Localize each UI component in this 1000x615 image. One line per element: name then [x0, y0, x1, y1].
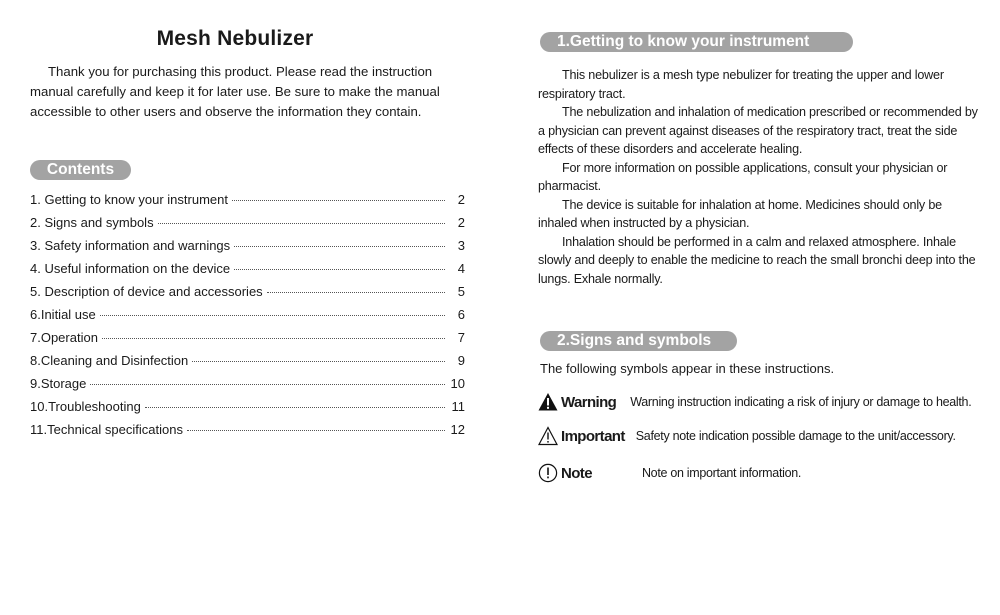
note-circle-exclamation-icon — [538, 463, 558, 483]
toc-entry[interactable] — [30, 215, 465, 238]
intro-paragraph: Thank you for purchasing this product. Please read the instruction manual carefully and keep it for later use. Be sure to make the manual accessible to other users and observe the information they contain. — [30, 64, 440, 119]
toc-entry[interactable] — [30, 399, 465, 422]
toc-leader-dots — [100, 315, 445, 316]
toc-entry[interactable] — [30, 376, 465, 399]
toc-entry-title: 3. Safety information and warnings — [30, 238, 231, 253]
symbol-row-important — [538, 426, 956, 446]
toc-entry[interactable] — [30, 238, 465, 261]
toc-entry-page: 7 — [457, 330, 465, 345]
section-1-paragraph: The nebulization and inhalation of medication prescribed or recommended by a physician can prevent against diseases of the respiratory tract, treat the side effects of these disorders and accelerate healing. — [538, 105, 978, 156]
toc-entry-title: 4. Useful information on the device — [30, 261, 231, 276]
toc-entry-title: 2. Signs and symbols — [30, 215, 154, 230]
symbol-row-note — [538, 463, 801, 483]
important-label-text: Important — [561, 427, 625, 445]
section-1-paragraph: The device is suitable for inhalation at home. Medicines should only be inhaled when instructed by a physician. — [538, 197, 942, 230]
toc-entry[interactable] — [30, 284, 465, 307]
toc-entry-page: 12 — [450, 422, 465, 437]
page-title: Mesh Nebulizer — [156, 27, 314, 50]
section-1-paragraph: This nebulizer is a mesh type nebulizer for treating the upper and lower respiratory tract. — [538, 68, 944, 101]
important-outline-triangle-icon — [538, 426, 558, 446]
table-of-contents — [30, 192, 465, 445]
note-label-text: Note — [561, 464, 592, 482]
toc-entry-title: 6.Initial use — [30, 307, 96, 322]
toc-entry[interactable] — [30, 353, 465, 376]
warning-filled-triangle-icon — [538, 392, 558, 412]
toc-entry-page: 11 — [451, 399, 465, 414]
toc-entry-title: 10.Troubleshooting — [30, 399, 141, 414]
toc-entry-title: 1. Getting to know your instrument — [30, 192, 228, 207]
toc-leader-dots — [234, 269, 445, 270]
toc-leader-dots — [102, 338, 445, 339]
important-description: Safety note indication possible damage to the unit/accessory. — [635, 429, 956, 443]
toc-entry[interactable] — [30, 307, 465, 330]
note-label — [538, 463, 592, 483]
toc-leader-dots — [192, 361, 445, 362]
toc-entry-page: 3 — [457, 238, 465, 253]
toc-entry[interactable] — [30, 261, 465, 284]
toc-entry-page: 10 — [450, 376, 465, 391]
symbols-intro: The following symbols appear in these instructions. — [540, 361, 835, 376]
toc-leader-dots — [145, 407, 445, 408]
toc-leader-dots — [232, 200, 445, 201]
toc-entry-title: 7.Operation — [30, 330, 98, 345]
warning-label-text: Warning — [561, 393, 617, 411]
important-label — [538, 426, 625, 446]
toc-entry-page: 2 — [457, 192, 465, 207]
toc-entry-page: 6 — [457, 307, 465, 322]
toc-entry-title: 11.Technical specifications — [30, 422, 183, 437]
toc-entry[interactable] — [30, 422, 465, 445]
symbol-row-warning — [538, 392, 971, 412]
toc-entry-page: 2 — [457, 215, 465, 230]
toc-entry-page: 5 — [457, 284, 465, 299]
section-1-heading: 1.Getting to know your instrument — [540, 32, 853, 52]
section-1-paragraph: Inhalation should be performed in a calm and relaxed atmosphere. Inhale slowly and deeply to enable the medicine to reach the small bronchi deep into the lungs. Exhale normally. — [538, 234, 976, 286]
toc-leader-dots — [158, 223, 445, 224]
warning-label — [538, 392, 616, 412]
toc-leader-dots — [267, 292, 445, 293]
toc-leader-dots — [187, 430, 445, 431]
contents-heading: Contents — [30, 160, 131, 180]
toc-entry-page: 9 — [457, 353, 465, 368]
toc-entry[interactable] — [30, 192, 465, 215]
section-2-heading: 2.Signs and symbols — [540, 331, 737, 351]
toc-leader-dots — [234, 246, 445, 247]
section-1-paragraph: For more information on possible applications, consult your physician or pharmacist. — [538, 160, 948, 193]
toc-entry-title: 8.Cleaning and Disinfection — [30, 353, 189, 368]
toc-entry[interactable] — [30, 330, 465, 353]
warning-description: Warning instruction indicating a risk of injury or damage to health. — [630, 395, 972, 409]
toc-entry-title: 9.Storage — [30, 376, 87, 391]
section-1-body — [538, 66, 978, 288]
toc-leader-dots — [90, 384, 445, 385]
toc-entry-title: 5. Description of device and accessories — [30, 284, 263, 299]
note-description: Note on important information. — [641, 466, 802, 480]
toc-entry-page: 4 — [457, 261, 465, 276]
